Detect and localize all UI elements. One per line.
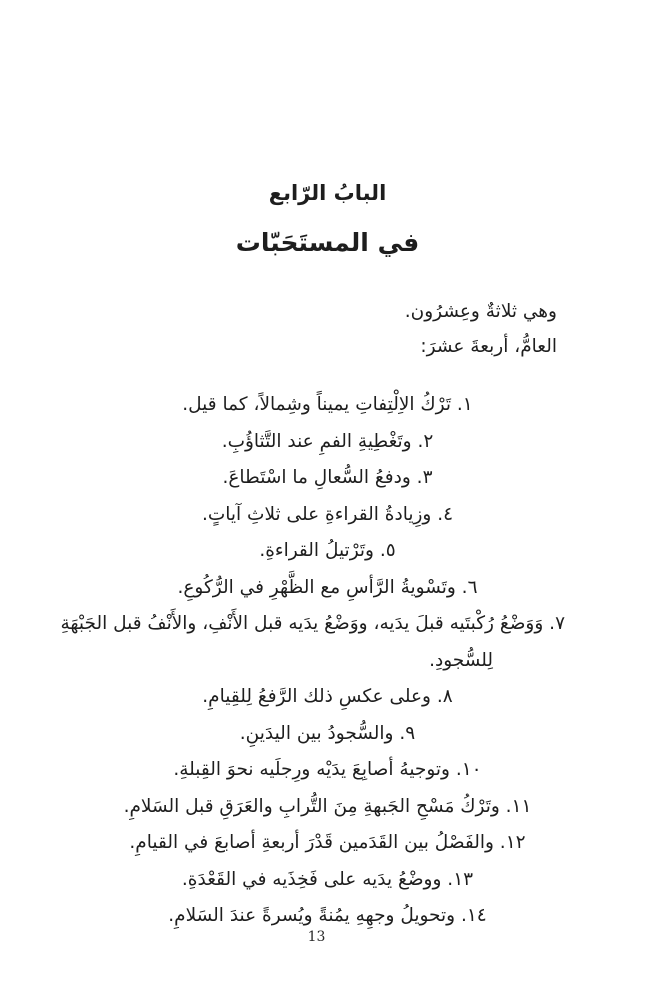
chapter-title: البابُ الرّابع bbox=[268, 181, 387, 205]
list-item: ١٤. وتحويلُ وجهِهِ يمُنةً ويُسرةً عندَ السَلامِ. bbox=[168, 905, 487, 926]
page-number: 13 bbox=[307, 929, 326, 945]
list-item: ٩. والسُّجودُ بين اليدَينِ. bbox=[239, 722, 416, 744]
list-item: ٣. ودفعُ السُّعالِ ما اسْتَطاعَ. bbox=[222, 467, 433, 488]
intro-general-line: العامُّ، أربعةَ عشرَ: bbox=[420, 336, 557, 357]
list-item: ٥. وتَرْتيلُ القراءةِ. bbox=[259, 540, 396, 561]
page-content bbox=[60, 0, 565, 935]
list-item: ٦. وتَسْويةُ الرَّأسِ مع الظَّهْرِ في الرُّكُوعِ. bbox=[177, 576, 478, 598]
list-item: ١٢. والفَصْلُ بين القَدَمين قَدْرَ أربعةِ أصابعَ في القيامِ. bbox=[129, 832, 526, 853]
list-item: ١١. وتَرْكُ مَسْحِ الجَبهةِ مِنَ التُّرابِ والعَرَقِ قبل السَلامِ. bbox=[123, 795, 532, 817]
list-item: ١. تَرْكُ الاِلْتِفاتِ يميناً وشِمالاً، كما قيل. bbox=[182, 394, 473, 415]
list-item-line: ٧. وَوَضْعُ رُكْبتَيه قبلَ يدَيه، ووَضْعُ يدَيه قبل الأَنْفِ، والأَنْفُ قبل الجَبْهَةِ bbox=[60, 613, 565, 634]
intro-block bbox=[90, 294, 565, 364]
list-item bbox=[60, 606, 565, 679]
list-item: ١٣. ووضْعُ يدَيه على فَخِذَيه في القَعْدَةِ. bbox=[181, 868, 474, 890]
list-item: ١٠. وتوجيهُ أصابِعَ يدَيْه ورِجلَيه نحوَ القِبلةِ. bbox=[173, 759, 482, 780]
list-item-continuation-line: لِلسُّجودِ. bbox=[429, 649, 493, 671]
intro-count-line: وهي ثلاثةٌ وعِشرُون. bbox=[404, 301, 557, 322]
list-item: ٢. وتَغْطِيةِ الفمِ عند التَّثاؤُبِ. bbox=[221, 430, 434, 452]
chapter-subtitle: في المستَحَبّات bbox=[235, 228, 420, 257]
recommended-acts-list bbox=[60, 387, 565, 935]
list-item: ٨. وعلى عكسِ ذلك الرَّفعُ لِلقِيامِ. bbox=[202, 686, 453, 707]
list-item: ٤. وزِيادةُ القراءةِ على ثلاثِ آياتٍ. bbox=[201, 503, 454, 525]
